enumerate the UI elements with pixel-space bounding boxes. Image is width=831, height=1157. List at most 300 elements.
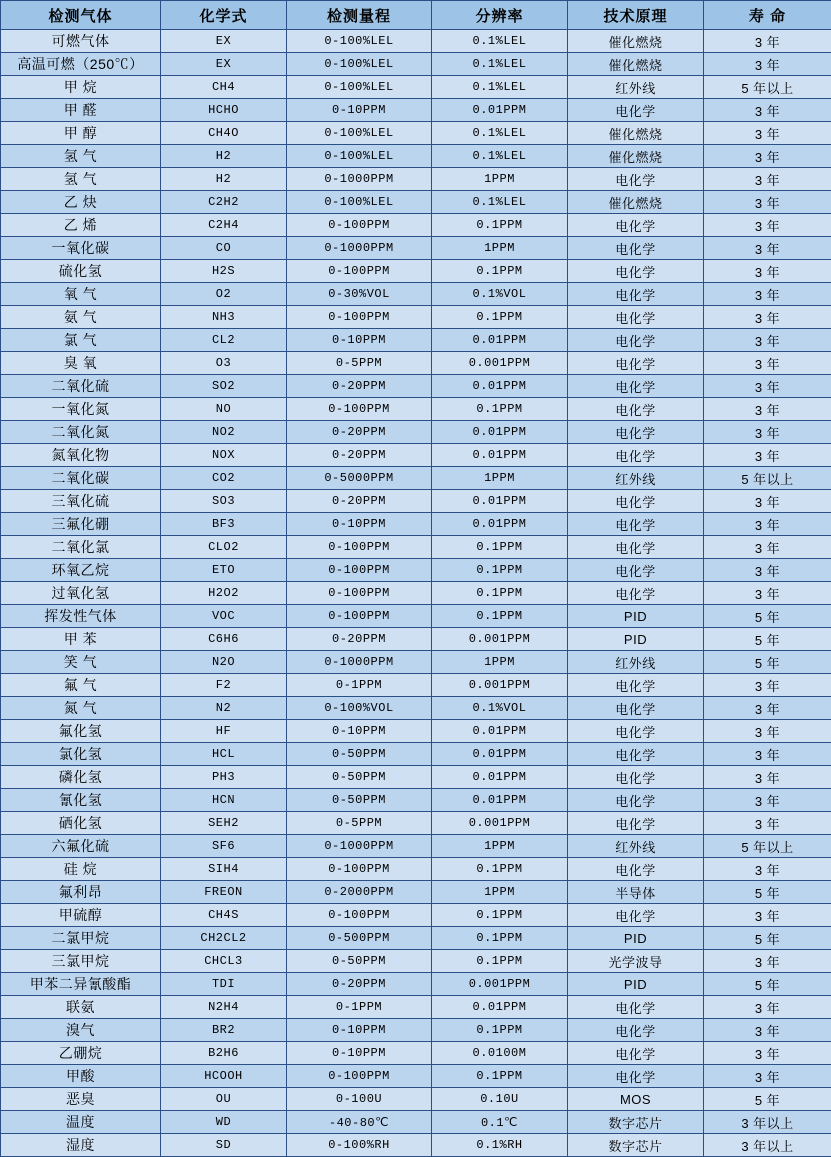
cell-lifetime: 5 年 <box>704 605 831 628</box>
table-row <box>1 1065 831 1088</box>
cell-principle: 电化学 <box>568 99 704 122</box>
cell-lifetime: 3 年 <box>704 789 831 812</box>
cell-lifetime: 5 年以上 <box>704 76 831 99</box>
cell-range: 0-50PPM <box>287 950 432 973</box>
cell-lifetime: 3 年 <box>704 306 831 329</box>
cell-principle: 电化学 <box>568 720 704 743</box>
cell-principle: 光学波导 <box>568 950 704 973</box>
cell-principle: 催化燃烧 <box>568 53 704 76</box>
cell-lifetime: 5 年 <box>704 628 831 651</box>
cell-resolution: 0.01PPM <box>432 421 568 444</box>
cell-range: 0-100%LEL <box>287 122 432 145</box>
cell-gas: 溴气 <box>1 1019 161 1042</box>
cell-principle: 电化学 <box>568 490 704 513</box>
cell-lifetime: 3 年以上 <box>704 1134 831 1157</box>
cell-resolution: 0.1PPM <box>432 559 568 582</box>
table-body <box>1 30 831 1157</box>
cell-lifetime: 3 年 <box>704 674 831 697</box>
table-row <box>1 191 831 214</box>
column-header-lifetime: 寿 命 <box>704 1 831 30</box>
cell-gas: 氢 气 <box>1 168 161 191</box>
cell-gas: 氟利昂 <box>1 881 161 904</box>
cell-range: 0-20PPM <box>287 444 432 467</box>
table-row <box>1 605 831 628</box>
cell-principle: PID <box>568 973 704 996</box>
cell-lifetime: 3 年 <box>704 260 831 283</box>
cell-principle: 催化燃烧 <box>568 122 704 145</box>
cell-range: 0-10PPM <box>287 99 432 122</box>
cell-lifetime: 3 年 <box>704 398 831 421</box>
cell-formula: N2O <box>161 651 287 674</box>
cell-gas: 氯化氢 <box>1 743 161 766</box>
cell-range: 0-20PPM <box>287 490 432 513</box>
table-row <box>1 444 831 467</box>
cell-range: 0-100%VOL <box>287 697 432 720</box>
cell-formula: CH4S <box>161 904 287 927</box>
cell-gas: 环氧乙烷 <box>1 559 161 582</box>
cell-lifetime: 3 年 <box>704 122 831 145</box>
cell-gas: 乙 烯 <box>1 214 161 237</box>
cell-resolution: 0.001PPM <box>432 352 568 375</box>
table-row <box>1 674 831 697</box>
table-row <box>1 329 831 352</box>
cell-principle: 电化学 <box>568 536 704 559</box>
cell-resolution: 0.01PPM <box>432 444 568 467</box>
cell-gas: 二氧化硫 <box>1 375 161 398</box>
cell-principle: 电化学 <box>568 996 704 1019</box>
cell-formula: SEH2 <box>161 812 287 835</box>
cell-lifetime: 3 年 <box>704 743 831 766</box>
cell-lifetime: 3 年 <box>704 904 831 927</box>
cell-principle: 电化学 <box>568 1065 704 1088</box>
cell-principle: 红外线 <box>568 835 704 858</box>
cell-principle: 电化学 <box>568 743 704 766</box>
cell-range: 0-100PPM <box>287 260 432 283</box>
cell-formula: WD <box>161 1111 287 1134</box>
cell-gas: 氢 气 <box>1 145 161 168</box>
cell-principle: 数字芯片 <box>568 1134 704 1157</box>
table-row <box>1 582 831 605</box>
table-row <box>1 1111 831 1134</box>
cell-resolution: 0.1%LEL <box>432 145 568 168</box>
cell-range: 0-100%LEL <box>287 145 432 168</box>
cell-lifetime: 3 年 <box>704 99 831 122</box>
cell-gas: 硫化氢 <box>1 260 161 283</box>
table-row <box>1 1088 831 1111</box>
table-row <box>1 835 831 858</box>
cell-gas: 乙硼烷 <box>1 1042 161 1065</box>
cell-range: 0-100%RH <box>287 1134 432 1157</box>
cell-resolution: 0.1PPM <box>432 904 568 927</box>
cell-formula: SO3 <box>161 490 287 513</box>
cell-range: 0-1000PPM <box>287 651 432 674</box>
cell-gas: 湿度 <box>1 1134 161 1157</box>
cell-principle: 催化燃烧 <box>568 191 704 214</box>
cell-formula: VOC <box>161 605 287 628</box>
cell-lifetime: 5 年以上 <box>704 467 831 490</box>
cell-formula: HF <box>161 720 287 743</box>
cell-range: 0-10PPM <box>287 1019 432 1042</box>
cell-resolution: 0.01PPM <box>432 789 568 812</box>
cell-range: 0-5PPM <box>287 812 432 835</box>
table-row <box>1 306 831 329</box>
cell-resolution: 1PPM <box>432 168 568 191</box>
table-row <box>1 30 831 53</box>
cell-lifetime: 3 年 <box>704 1042 831 1065</box>
cell-range: 0-100PPM <box>287 605 432 628</box>
cell-resolution: 0.001PPM <box>432 674 568 697</box>
cell-gas: 高温可燃（250℃） <box>1 53 161 76</box>
cell-lifetime: 5 年 <box>704 651 831 674</box>
table-row <box>1 559 831 582</box>
cell-range: 0-1PPM <box>287 996 432 1019</box>
cell-range: 0-50PPM <box>287 766 432 789</box>
cell-gas: 三氧化硫 <box>1 490 161 513</box>
cell-resolution: 0.1PPM <box>432 858 568 881</box>
cell-principle: 电化学 <box>568 582 704 605</box>
cell-resolution: 0.1PPM <box>432 214 568 237</box>
cell-resolution: 1PPM <box>432 881 568 904</box>
cell-formula: NO2 <box>161 421 287 444</box>
cell-range: 0-100%LEL <box>287 76 432 99</box>
cell-gas: 二氯甲烷 <box>1 927 161 950</box>
cell-resolution: 0.1%LEL <box>432 53 568 76</box>
table-row <box>1 789 831 812</box>
cell-principle: 半导体 <box>568 881 704 904</box>
table-row <box>1 536 831 559</box>
table-row <box>1 927 831 950</box>
column-header-resolution: 分辨率 <box>432 1 568 30</box>
cell-range: 0-100U <box>287 1088 432 1111</box>
cell-lifetime: 3 年 <box>704 766 831 789</box>
cell-resolution: 0.1PPM <box>432 306 568 329</box>
cell-gas: 氯 气 <box>1 329 161 352</box>
cell-lifetime: 5 年 <box>704 927 831 950</box>
table-row <box>1 283 831 306</box>
cell-formula: SF6 <box>161 835 287 858</box>
cell-formula: OU <box>161 1088 287 1111</box>
cell-gas: 臭 氧 <box>1 352 161 375</box>
cell-gas: 氰化氢 <box>1 789 161 812</box>
cell-gas: 甲硫醇 <box>1 904 161 927</box>
cell-lifetime: 3 年 <box>704 582 831 605</box>
table-row <box>1 237 831 260</box>
cell-formula: PH3 <box>161 766 287 789</box>
cell-range: 0-1000PPM <box>287 835 432 858</box>
cell-formula: ETO <box>161 559 287 582</box>
table-row <box>1 76 831 99</box>
cell-range: 0-5PPM <box>287 352 432 375</box>
cell-range: 0-1PPM <box>287 674 432 697</box>
cell-gas: 恶臭 <box>1 1088 161 1111</box>
cell-lifetime: 3 年 <box>704 1019 831 1042</box>
table-row <box>1 858 831 881</box>
cell-lifetime: 3 年 <box>704 191 831 214</box>
cell-gas: 笑 气 <box>1 651 161 674</box>
table-row <box>1 904 831 927</box>
cell-principle: 电化学 <box>568 421 704 444</box>
cell-range: 0-20PPM <box>287 375 432 398</box>
cell-formula: BR2 <box>161 1019 287 1042</box>
cell-formula: H2O2 <box>161 582 287 605</box>
cell-principle: 电化学 <box>568 283 704 306</box>
cell-gas: 甲 烷 <box>1 76 161 99</box>
cell-lifetime: 3 年 <box>704 513 831 536</box>
cell-range: 0-100PPM <box>287 398 432 421</box>
cell-resolution: 0.0100M <box>432 1042 568 1065</box>
cell-principle: 电化学 <box>568 375 704 398</box>
cell-range: 0-10PPM <box>287 1042 432 1065</box>
cell-formula: CO <box>161 237 287 260</box>
cell-resolution: 0.1%LEL <box>432 191 568 214</box>
table-row <box>1 628 831 651</box>
cell-formula: BF3 <box>161 513 287 536</box>
cell-formula: EX <box>161 53 287 76</box>
cell-gas: 一氧化氮 <box>1 398 161 421</box>
cell-formula: HCHO <box>161 99 287 122</box>
cell-formula: CH4O <box>161 122 287 145</box>
cell-lifetime: 3 年 <box>704 30 831 53</box>
cell-resolution: 0.1PPM <box>432 927 568 950</box>
cell-principle: PID <box>568 605 704 628</box>
table-row <box>1 1042 831 1065</box>
cell-formula: NO <box>161 398 287 421</box>
cell-resolution: 0.1%LEL <box>432 30 568 53</box>
cell-formula: H2 <box>161 145 287 168</box>
table-row <box>1 973 831 996</box>
column-header-range: 检测量程 <box>287 1 432 30</box>
cell-range: 0-10PPM <box>287 329 432 352</box>
cell-resolution: 0.1%VOL <box>432 283 568 306</box>
table-row <box>1 421 831 444</box>
cell-principle: 电化学 <box>568 513 704 536</box>
cell-range: 0-100%LEL <box>287 30 432 53</box>
cell-range: 0-100%LEL <box>287 191 432 214</box>
cell-gas: 温度 <box>1 1111 161 1134</box>
cell-formula: HCL <box>161 743 287 766</box>
cell-range: 0-500PPM <box>287 927 432 950</box>
cell-range: 0-100PPM <box>287 559 432 582</box>
cell-resolution: 0.1℃ <box>432 1111 568 1134</box>
table-row <box>1 881 831 904</box>
cell-principle: 电化学 <box>568 789 704 812</box>
cell-lifetime: 3 年 <box>704 145 831 168</box>
cell-formula: SIH4 <box>161 858 287 881</box>
cell-gas: 挥发性气体 <box>1 605 161 628</box>
cell-gas: 六氟化硫 <box>1 835 161 858</box>
cell-resolution: 1PPM <box>432 835 568 858</box>
cell-gas: 氮氧化物 <box>1 444 161 467</box>
cell-range: 0-100PPM <box>287 858 432 881</box>
cell-lifetime: 3 年 <box>704 237 831 260</box>
cell-gas: 可燃气体 <box>1 30 161 53</box>
cell-principle: 电化学 <box>568 812 704 835</box>
cell-resolution: 0.1%LEL <box>432 122 568 145</box>
cell-range: 0-1000PPM <box>287 168 432 191</box>
cell-formula: EX <box>161 30 287 53</box>
cell-principle: 电化学 <box>568 444 704 467</box>
cell-resolution: 0.01PPM <box>432 996 568 1019</box>
cell-lifetime: 3 年 <box>704 950 831 973</box>
table-row <box>1 950 831 973</box>
cell-range: -40-80℃ <box>287 1111 432 1134</box>
cell-principle: 电化学 <box>568 697 704 720</box>
cell-lifetime: 3 年 <box>704 329 831 352</box>
cell-resolution: 0.1%RH <box>432 1134 568 1157</box>
cell-formula: H2S <box>161 260 287 283</box>
cell-lifetime: 3 年 <box>704 720 831 743</box>
cell-principle: 电化学 <box>568 306 704 329</box>
cell-gas: 二氧化氮 <box>1 421 161 444</box>
cell-principle: 电化学 <box>568 168 704 191</box>
cell-resolution: 0.1PPM <box>432 1065 568 1088</box>
cell-range: 0-50PPM <box>287 789 432 812</box>
cell-formula: NH3 <box>161 306 287 329</box>
cell-gas: 甲苯二异氰酸酯 <box>1 973 161 996</box>
cell-gas: 联氨 <box>1 996 161 1019</box>
table-row <box>1 743 831 766</box>
cell-gas: 氨 气 <box>1 306 161 329</box>
table-row <box>1 720 831 743</box>
cell-formula: N2 <box>161 697 287 720</box>
cell-formula: FREON <box>161 881 287 904</box>
table-row <box>1 375 831 398</box>
table-row <box>1 53 831 76</box>
cell-lifetime: 3 年 <box>704 168 831 191</box>
cell-lifetime: 3 年 <box>704 444 831 467</box>
cell-formula: CLO2 <box>161 536 287 559</box>
cell-resolution: 0.01PPM <box>432 490 568 513</box>
cell-resolution: 0.01PPM <box>432 375 568 398</box>
cell-resolution: 0.1PPM <box>432 536 568 559</box>
cell-formula: C6H6 <box>161 628 287 651</box>
cell-range: 0-10PPM <box>287 513 432 536</box>
cell-range: 0-100PPM <box>287 1065 432 1088</box>
cell-formula: CO2 <box>161 467 287 490</box>
cell-lifetime: 3 年 <box>704 283 831 306</box>
cell-resolution: 0.1PPM <box>432 582 568 605</box>
cell-resolution: 0.1PPM <box>432 950 568 973</box>
table-row <box>1 398 831 421</box>
cell-resolution: 0.1%VOL <box>432 697 568 720</box>
cell-resolution: 0.1PPM <box>432 260 568 283</box>
cell-lifetime: 3 年 <box>704 812 831 835</box>
cell-formula: CH2CL2 <box>161 927 287 950</box>
cell-lifetime: 3 年 <box>704 352 831 375</box>
table-row <box>1 168 831 191</box>
cell-formula: CHCL3 <box>161 950 287 973</box>
cell-range: 0-5000PPM <box>287 467 432 490</box>
table-row <box>1 122 831 145</box>
cell-principle: 电化学 <box>568 559 704 582</box>
cell-range: 0-20PPM <box>287 628 432 651</box>
table-row <box>1 260 831 283</box>
cell-principle: 数字芯片 <box>568 1111 704 1134</box>
cell-lifetime: 3 年 <box>704 996 831 1019</box>
cell-principle: PID <box>568 628 704 651</box>
cell-formula: C2H2 <box>161 191 287 214</box>
cell-resolution: 0.10U <box>432 1088 568 1111</box>
cell-resolution: 1PPM <box>432 467 568 490</box>
cell-principle: 电化学 <box>568 398 704 421</box>
cell-gas: 硅 烷 <box>1 858 161 881</box>
cell-principle: 红外线 <box>568 467 704 490</box>
cell-lifetime: 3 年 <box>704 559 831 582</box>
table-row <box>1 812 831 835</box>
cell-lifetime: 3 年 <box>704 490 831 513</box>
cell-gas: 硒化氢 <box>1 812 161 835</box>
cell-formula: TDI <box>161 973 287 996</box>
cell-gas: 乙 炔 <box>1 191 161 214</box>
cell-principle: MOS <box>568 1088 704 1111</box>
cell-lifetime: 3 年 <box>704 375 831 398</box>
cell-resolution: 0.01PPM <box>432 743 568 766</box>
cell-lifetime: 3 年 <box>704 858 831 881</box>
table-row <box>1 697 831 720</box>
cell-gas: 氟化氢 <box>1 720 161 743</box>
cell-principle: 电化学 <box>568 1019 704 1042</box>
cell-range: 0-20PPM <box>287 973 432 996</box>
cell-formula: O2 <box>161 283 287 306</box>
cell-gas: 二氧化碳 <box>1 467 161 490</box>
table-row <box>1 651 831 674</box>
cell-gas: 甲酸 <box>1 1065 161 1088</box>
cell-lifetime: 3 年以上 <box>704 1111 831 1134</box>
cell-lifetime: 3 年 <box>704 421 831 444</box>
cell-formula: HCN <box>161 789 287 812</box>
cell-principle: 红外线 <box>568 651 704 674</box>
cell-formula: O3 <box>161 352 287 375</box>
cell-principle: 红外线 <box>568 76 704 99</box>
cell-resolution: 0.01PPM <box>432 329 568 352</box>
cell-resolution: 0.001PPM <box>432 628 568 651</box>
cell-gas: 氟 气 <box>1 674 161 697</box>
table-row <box>1 766 831 789</box>
cell-resolution: 0.001PPM <box>432 812 568 835</box>
cell-formula: B2H6 <box>161 1042 287 1065</box>
cell-range: 0-20PPM <box>287 421 432 444</box>
cell-lifetime: 3 年 <box>704 536 831 559</box>
cell-range: 0-10PPM <box>287 720 432 743</box>
cell-lifetime: 3 年 <box>704 697 831 720</box>
cell-lifetime: 3 年 <box>704 53 831 76</box>
table-row <box>1 99 831 122</box>
cell-formula: CH4 <box>161 76 287 99</box>
cell-formula: N2H4 <box>161 996 287 1019</box>
cell-principle: 催化燃烧 <box>568 30 704 53</box>
table-row <box>1 1019 831 1042</box>
cell-resolution: 0.001PPM <box>432 973 568 996</box>
cell-gas: 二氧化氯 <box>1 536 161 559</box>
cell-resolution: 0.01PPM <box>432 766 568 789</box>
cell-resolution: 1PPM <box>432 237 568 260</box>
cell-lifetime: 5 年 <box>704 881 831 904</box>
cell-range: 0-100%LEL <box>287 53 432 76</box>
cell-resolution: 0.1%LEL <box>432 76 568 99</box>
cell-lifetime: 5 年以上 <box>704 835 831 858</box>
cell-gas: 一氧化碳 <box>1 237 161 260</box>
cell-gas: 甲 醛 <box>1 99 161 122</box>
table-row <box>1 214 831 237</box>
cell-lifetime: 3 年 <box>704 1065 831 1088</box>
cell-range: 0-100PPM <box>287 214 432 237</box>
cell-principle: 电化学 <box>568 237 704 260</box>
cell-resolution: 0.01PPM <box>432 513 568 536</box>
cell-range: 0-50PPM <box>287 743 432 766</box>
cell-resolution: 0.01PPM <box>432 720 568 743</box>
cell-lifetime: 3 年 <box>704 214 831 237</box>
table-row <box>1 352 831 375</box>
